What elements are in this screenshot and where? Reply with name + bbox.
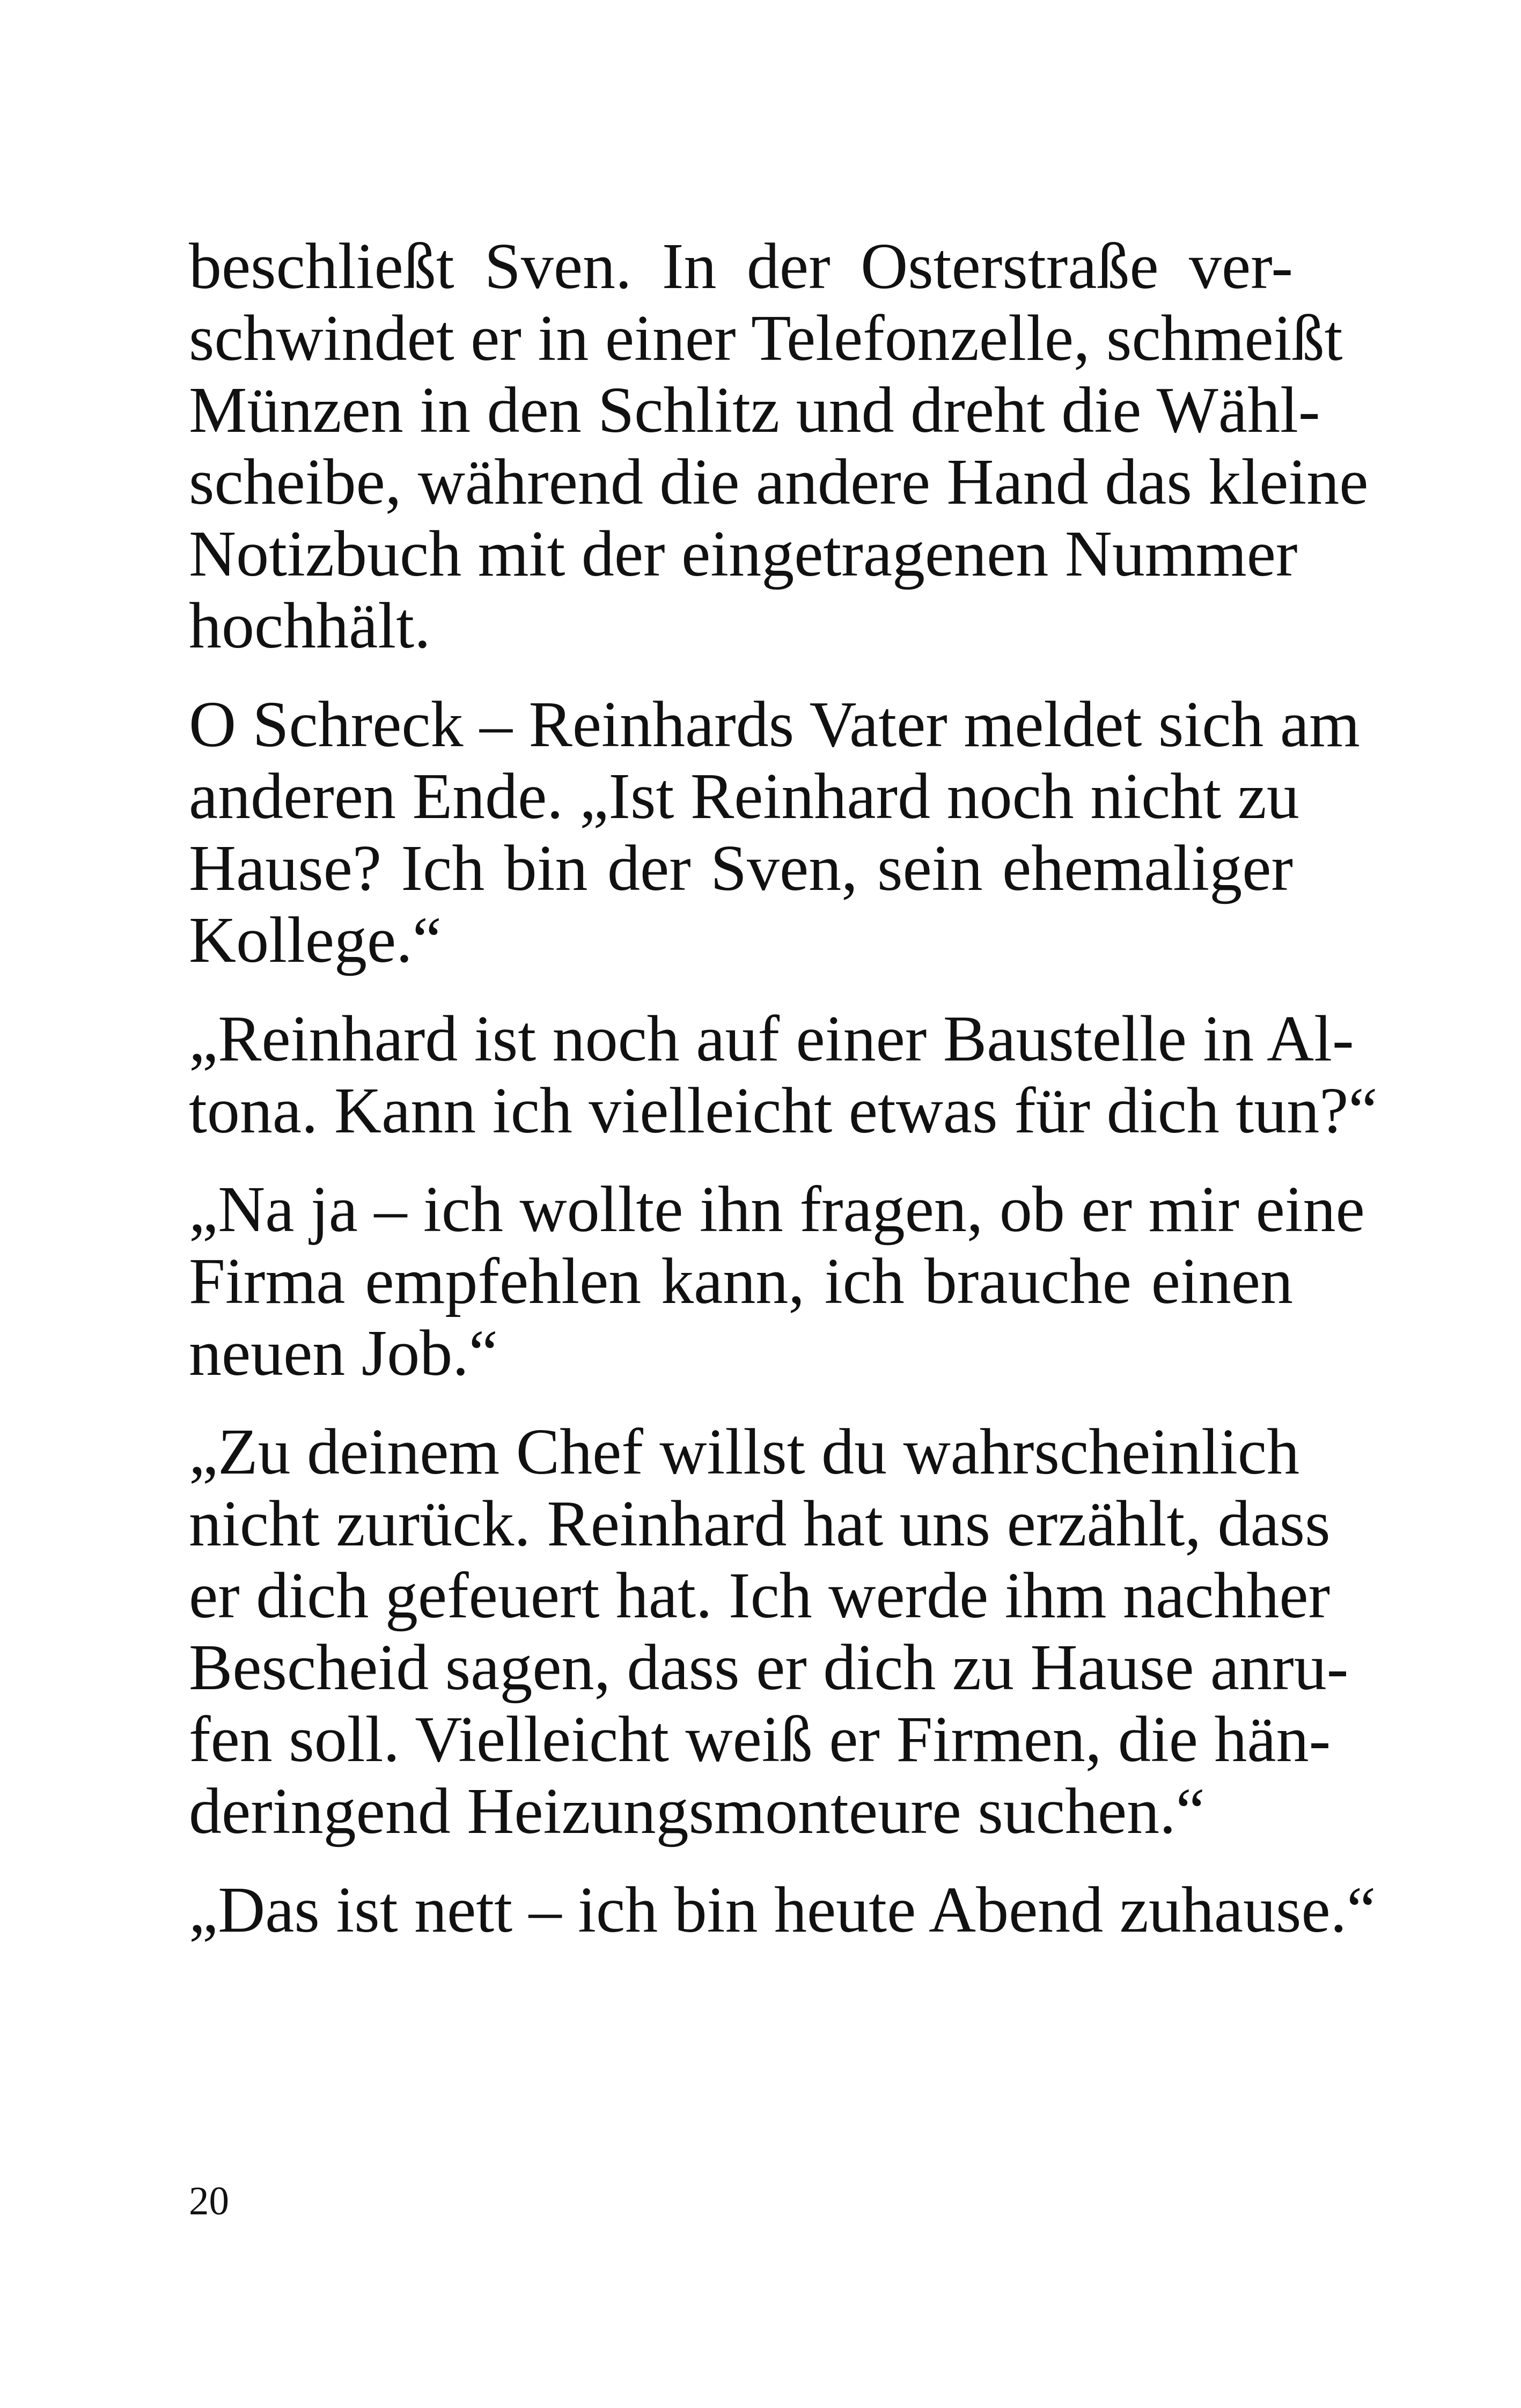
paragraph-5: [189, 1416, 1349, 1847]
text-line: Münzen in den Schlitz und dreht die Wähl-: [189, 374, 1320, 446]
text-line: Firma empfehlen kann, ich brauche einen: [189, 1245, 1293, 1317]
text-line: „Na ja – ich wollte ihn fragen, ob er mir eine: [189, 1173, 1365, 1246]
text-line: Hause? Ich bin der Sven, sein ehemaliger: [189, 832, 1293, 904]
text-line: beschließt Sven. In der Osterstraße ver-: [189, 230, 1293, 303]
text-line: anderen Ende. „Ist Reinhard noch nicht zu: [189, 760, 1299, 833]
paragraph-2: [189, 688, 1360, 976]
text-line: schwindet er in einer Telefonzelle, schmeißt: [189, 302, 1343, 374]
text-line: tona. Kann ich vielleicht etwas für dich tun?“: [189, 1074, 1378, 1147]
paragraph-1: [189, 230, 1369, 662]
text-line: scheibe, während die andere Hand das kleine: [189, 446, 1369, 518]
text-line: deringend Heizungsmonteure suchen.“: [189, 1775, 1205, 1847]
text-line: hochhält.: [189, 590, 431, 662]
text-line: fen soll. Vielleicht weiß er Firmen, die hän-: [189, 1703, 1331, 1776]
text-line: Bescheid sagen, dass er dich zu Hause anru-: [189, 1631, 1349, 1704]
text-line: „Das ist nett – ich bin heute Abend zuhause.“: [189, 1874, 1376, 1946]
text-line: „Reinhard ist noch auf einer Baustelle in Al-: [189, 1003, 1354, 1075]
text-line: Kollege.“: [189, 904, 442, 976]
text-line: nicht zurück. Reinhard hat uns erzählt, dass: [189, 1487, 1331, 1560]
paragraph-6: [189, 1874, 1376, 1946]
paragraph-3: [189, 1003, 1378, 1147]
text-line: Notizbuch mit der eingetragenen Nummer: [189, 518, 1298, 590]
paragraph-4: [189, 1173, 1365, 1389]
page-number: 20: [189, 2179, 229, 2223]
body-text: [189, 230, 1378, 1973]
text-line: „Zu deinem Chef willst du wahrscheinlich: [189, 1416, 1300, 1488]
text-line: O Schreck – Reinhards Vater meldet sich am: [189, 688, 1360, 761]
text-line: neuen Job.“: [189, 1317, 498, 1389]
text-line: er dich gefeuert hat. Ich werde ihm nachher: [189, 1559, 1331, 1632]
